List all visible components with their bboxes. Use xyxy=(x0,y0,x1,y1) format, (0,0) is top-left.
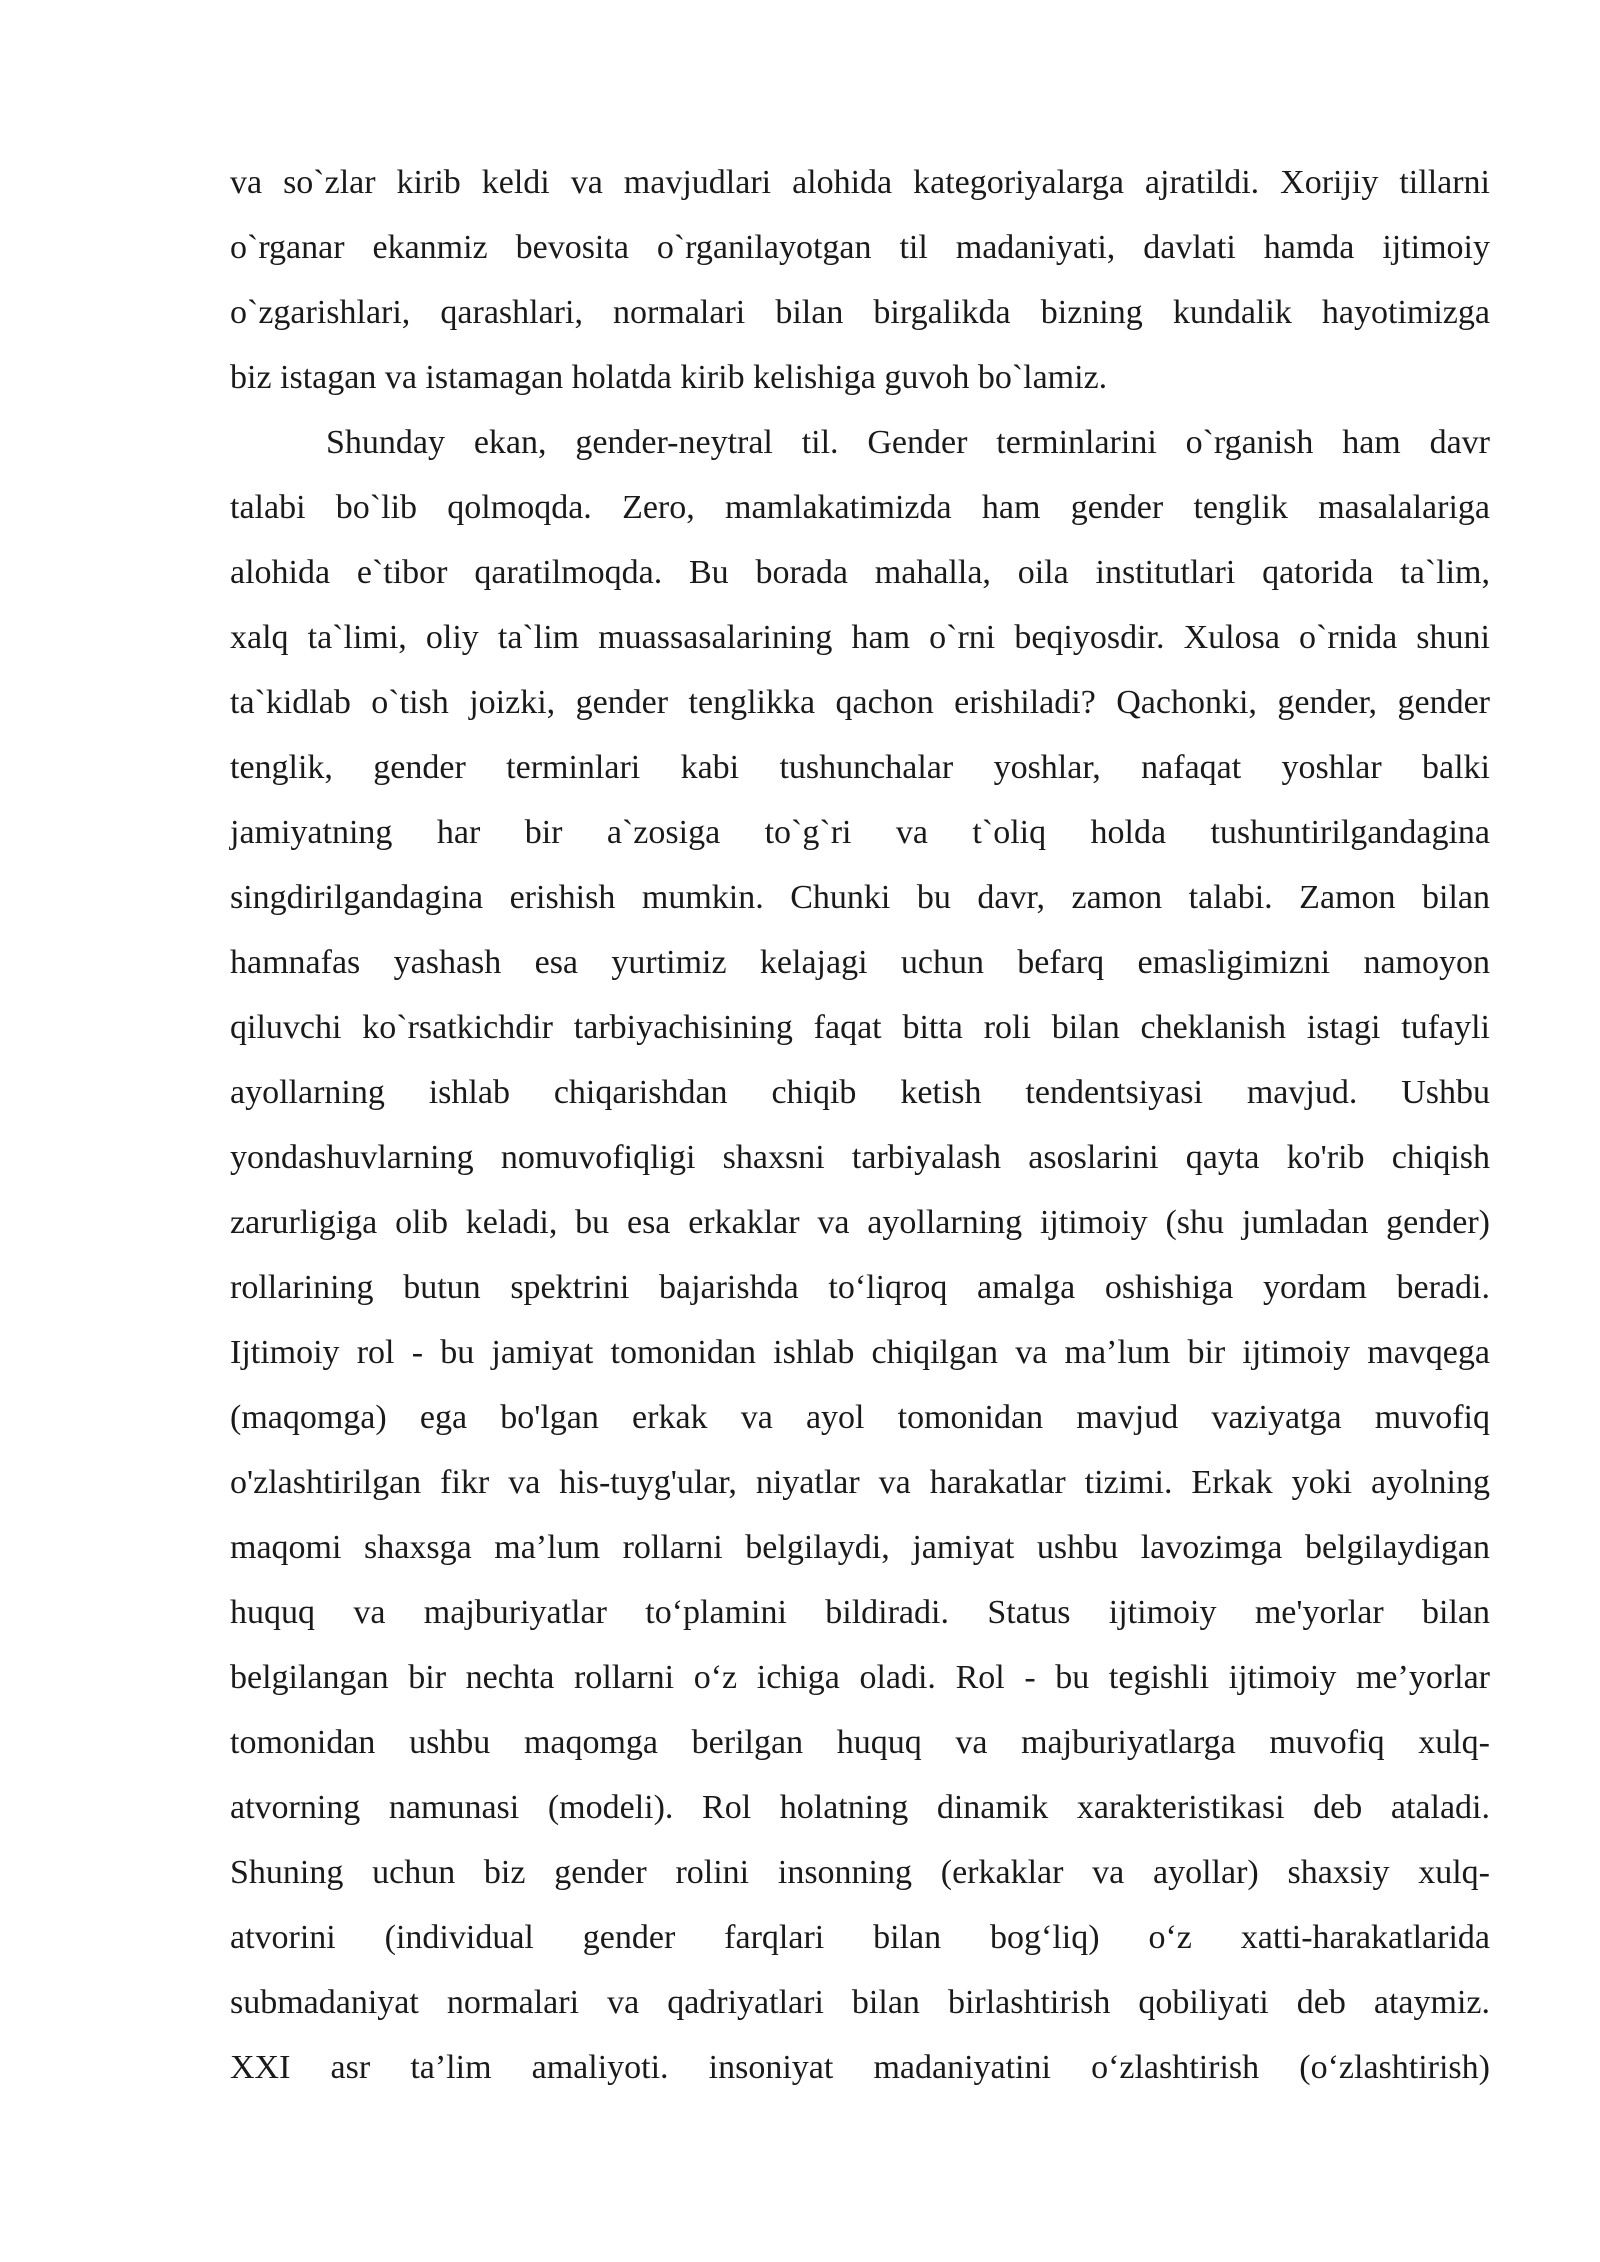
text-line: alohida e`tibor qaratilmoqda. Bu borada mahalla, oila institutlari qatorida ta`lim, xyxy=(230,554,1490,591)
text-line: biz istagan va istamagan holatda kirib kelishiga guvoh bo`lamiz. xyxy=(230,359,1108,396)
body-text xyxy=(230,150,1490,2100)
text-line: qiluvchi ko`rsatkichdir tarbiyachisining faqat bitta roli bilan cheklanish istagi tufayli xyxy=(230,1009,1490,1046)
text-line: o'zlashtirilgan fikr va his-tuyg'ular, niyatlar va harakatlar tizimi. Erkak yoki ayolning xyxy=(230,1464,1490,1501)
text-line: talabi bo`lib qolmoqda. Zero, mamlakatimizda ham gender tenglik masalalariga xyxy=(230,489,1490,526)
text-line: ayollarning ishlab chiqarishdan chiqib ketish tendentsiyasi mavjud. Ushbu xyxy=(230,1074,1490,1111)
text-line: jamiyatning har bir a`zosiga to`g`ri va t`oliq holda tushuntirilgandagina xyxy=(230,814,1490,851)
text-line: atvorini (individual gender farqlari bilan bog‘liq) o‘z xatti-harakatlarida xyxy=(230,1919,1490,1956)
text-line: huquq va majburiyatlar to‘plamini bildiradi. Status ijtimoiy me'yorlar bilan xyxy=(230,1594,1490,1631)
text-line: maqomi shaxsga ma’lum rollarni belgilaydi, jamiyat ushbu lavozimga belgilaydigan xyxy=(230,1529,1490,1566)
text-line: belgilangan bir nechta rollarni o‘z ichiga oladi. Rol - bu tegishli ijtimoiy me’yorlar xyxy=(230,1659,1490,1696)
text-line: Shuning uchun biz gender rolini insonning (erkaklar va ayollar) shaxsiy xulq- xyxy=(230,1854,1490,1891)
text-line: tomonidan ushbu maqomga berilgan huquq va majburiyatlarga muvofiq xulq- xyxy=(230,1724,1490,1761)
text-line: va so`zlar kirib keldi va mavjudlari alohida kategoriyalarga ajratildi. Xorijiy tillarni xyxy=(230,164,1490,201)
text-line: singdirilgandagina erishish mumkin. Chunki bu davr, zamon talabi. Zamon bilan xyxy=(230,879,1490,916)
text-line: Ijtimoiy rol - bu jamiyat tomonidan ishlab chiqilgan va ma’lum bir ijtimoiy mavqega xyxy=(230,1334,1490,1371)
text-line: hamnafas yashash esa yurtimiz kelajagi uchun befarq emasligimizni namoyon xyxy=(230,944,1490,981)
text-line: ta`kidlab o`tish joizki, gender tenglikka qachon erishiladi? Qachonki, gender, gender xyxy=(230,684,1490,721)
text-line: rollarining butun spektrini bajarishda to‘liqroq amalga oshishiga yordam beradi. xyxy=(230,1269,1490,1306)
text-line: XXI asr ta’lim amaliyoti. insoniyat madaniyatini o‘zlashtirish (o‘zlashtirish) xyxy=(230,2049,1490,2086)
text-line: o`rganar ekanmiz bevosita o`rganilayotgan til madaniyati, davlati hamda ijtimoiy xyxy=(230,229,1490,266)
text-line: xalq ta`limi, oliy ta`lim muassasalarining ham o`rni beqiyosdir. Xulosa o`rnida shuni xyxy=(230,619,1490,656)
text-line: (maqomga) ega bo'lgan erkak va ayol tomonidan mavjud vaziyatga muvofiq xyxy=(230,1399,1490,1436)
text-line: atvorning namunasi (modeli). Rol holatning dinamik xarakteristikasi deb ataladi. xyxy=(230,1789,1490,1826)
text-line: o`zgarishlari, qarashlari, normalari bilan birgalikda bizning kundalik hayotimizga xyxy=(230,294,1490,331)
text-line: zarurligiga olib keladi, bu esa erkaklar va ayollarning ijtimoiy (shu jumladan gender) xyxy=(230,1204,1490,1241)
text-line: yondashuvlarning nomuvofiqligi shaxsni tarbiyalash asoslarini qayta ko'rib chiqish xyxy=(230,1139,1490,1176)
text-line: submadaniyat normalari va qadriyatlari bilan birlashtirish qobiliyati deb ataymiz. xyxy=(230,1984,1490,2021)
text-line: Shunday ekan, gender-neytral til. Gender terminlarini o`rganish ham davr xyxy=(326,424,1490,461)
text-line: tenglik, gender terminlari kabi tushunchalar yoshlar, nafaqat yoshlar balki xyxy=(230,749,1490,786)
